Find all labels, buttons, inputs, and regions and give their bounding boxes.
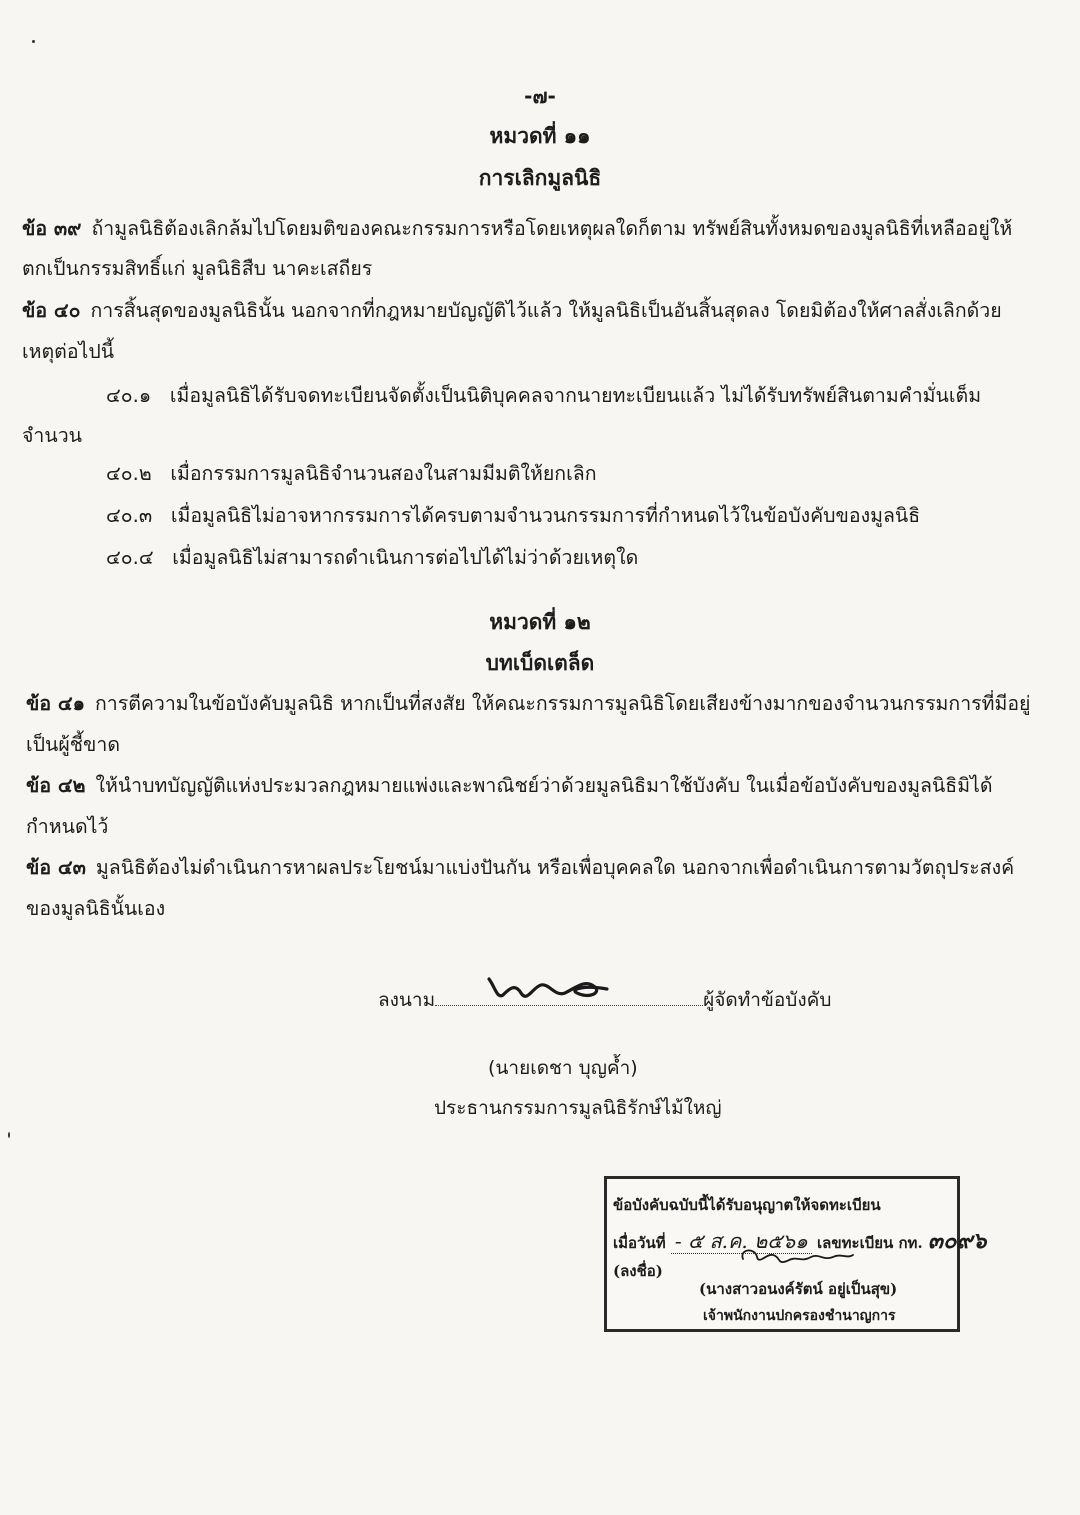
- article-39-line-1: [22, 213, 1012, 244]
- article-39-line-2: ตกเป็นกรรมสิทธิ์แก่ มูลนิธิสืบ นาคะเสถียร: [22, 257, 373, 280]
- stamp-officer-position: เจ้าพนักงานปกครองชำนาญการ: [703, 1308, 896, 1324]
- item-40-3-number: ๔๐.๓: [106, 504, 153, 527]
- article-43-label: ข้อ ๔๓: [26, 856, 86, 879]
- handwritten-signature: [485, 973, 615, 1007]
- article-41-line-2: เป็นผู้ชี้ขาด: [26, 733, 120, 756]
- scan-speck: [8, 1132, 10, 1138]
- article-43-line-2: ของมูลนิธินั้นเอง: [26, 897, 166, 920]
- signer-name: (นายเดชา บุญค้ำ): [488, 1057, 638, 1079]
- article-42-line-2: กำหนดไว้: [26, 815, 109, 838]
- item-40-4-number: ๔๐.๔: [106, 546, 154, 569]
- chapter-11-title: การเลิกมูลนิธิ: [478, 166, 602, 190]
- stamp-date-value: - ๕ ส.ค. ๒๕๖๑: [671, 1229, 812, 1254]
- item-40-3-text: เมื่อมูลนิธิไม่อาจหากรรมการได้ครบตามจำนวนกรรมการที่กำหนดไว้ในข้อบังคับของมูลนิธิ: [170, 504, 921, 527]
- item-40-1-continuation: จำนวน: [22, 424, 82, 447]
- item-40-1: [106, 380, 981, 411]
- registration-stamp: [604, 1176, 987, 1332]
- article-40-line-2: เหตุต่อไปนี้: [22, 340, 115, 363]
- stamp-registration-value: ๓๐๙๖: [927, 1228, 987, 1254]
- article-41-line-1: [26, 688, 1030, 719]
- item-40-4-text: เมื่อมูลนิธิไม่สามารถดำเนินการต่อไปได้ไม่ว่าด้วยเหตุใด: [172, 546, 639, 569]
- article-39-text: ถ้ามูลนิธิต้องเลิกล้มไปโดยมติของคณะกรรมการหรือโดยเหตุผลใดก็ตาม ทรัพย์สินทั้งหมดของมูลนิธิที่เหลืออยู่ให้: [91, 217, 1013, 240]
- stamp-officer-name: (นางสาวอนงค์รัตน์ อยู่เป็นสุข): [699, 1280, 898, 1298]
- stamp-sign-label: (ลงชื่อ): [613, 1262, 663, 1280]
- article-43-line-1: [26, 852, 1014, 883]
- signature-line: [378, 985, 831, 1015]
- article-40-label: ข้อ ๔๐: [22, 299, 81, 322]
- article-42-label: ข้อ ๔๒: [26, 774, 86, 797]
- article-42-text: ให้นำบทบัญญัติแห่งประมวลกฎหมายแพ่งและพาณิชย์ว่าด้วยมูลนิธิมาใช้บังคับ ในเมื่อข้อบังคับของมูลนิธิมิได้: [95, 774, 993, 797]
- stamp-approval-text: ข้อบังคับฉบับนี้ได้รับอนุญาตให้จดทะเบียน: [613, 1196, 881, 1214]
- chapter-11-heading: หมวดที่ ๑๑: [489, 124, 591, 148]
- item-40-2: [106, 458, 597, 489]
- scan-speck: [32, 40, 35, 43]
- item-40-1-number: ๔๐.๑: [106, 384, 152, 407]
- article-41-label: ข้อ ๔๑: [26, 692, 85, 715]
- stamp-registration-label: เลขทะเบียน กท.: [817, 1234, 923, 1252]
- item-40-2-text: เมื่อกรรมการมูลนิธิจำนวนสองในสามมีมติให้ยกเลิก: [170, 462, 597, 485]
- stamp-date-label: เมื่อวันที่: [613, 1234, 666, 1252]
- chapter-12-title: บทเบ็ดเตล็ด: [485, 651, 595, 675]
- signature-dotted-field: [435, 987, 703, 1006]
- page-number: -๗-: [524, 84, 556, 108]
- article-43-text: มูลนิธิต้องไม่ดำเนินการหาผลประโยชน์มาแบ่งปันกัน หรือเพื่อบุคคลใด นอกจากเพื่อดำเนินการตามวัตถุประสงค์: [95, 856, 1015, 879]
- article-42-line-1: [26, 770, 993, 801]
- article-40-text: การสิ้นสุดของมูลนิธินั้น นอกจากที่กฎหมายบัญญัติไว้แล้ว ให้มูลนิธิเป็นอันสิ้นสุดลง โดยมิต้องให้ศาลสั่งเลิกด้วย: [90, 299, 1002, 322]
- item-40-2-number: ๔๐.๒: [106, 462, 152, 485]
- signer-position: ประธานกรรมการมูลนิธิรักษ์ไม้ใหญ่: [434, 1097, 722, 1119]
- officer-signature: [737, 1243, 857, 1271]
- item-40-3: [106, 500, 920, 531]
- item-40-1-text: เมื่อมูลนิธิได้รับจดทะเบียนจัดตั้งเป็นนิติบุคคลจากนายทะเบียนแล้ว ไม่ได้รับทรัพย์สินตามคำมั่นเต็ม: [169, 384, 982, 407]
- signature-suffix: ผู้จัดทำข้อบังคับ: [703, 989, 832, 1011]
- article-39-label: ข้อ ๓๙: [22, 217, 82, 240]
- article-40-line-1: [22, 295, 1002, 326]
- article-41-text: การตีความในข้อบังคับมูลนิธิ หากเป็นที่สงสัย ให้คณะกรรมการมูลนิธิโดยเสียงข้างมากของจำนวนกรรมการที่มีอยู่: [94, 692, 1031, 715]
- signature-prefix: ลงนาม: [378, 989, 436, 1011]
- item-40-4: [106, 542, 638, 573]
- chapter-12-heading: หมวดที่ ๑๒: [489, 610, 591, 634]
